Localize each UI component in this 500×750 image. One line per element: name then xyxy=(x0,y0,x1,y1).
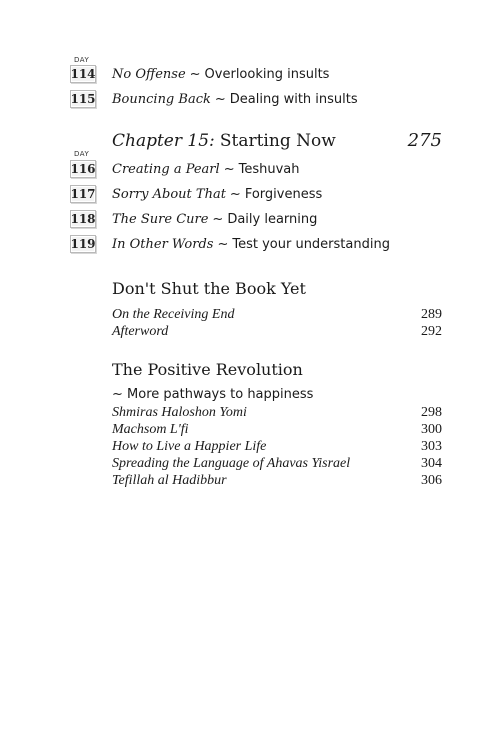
entry-title: Machsom L'fi xyxy=(112,422,189,437)
entry-title: Shmiras Haloshon Yomi xyxy=(112,405,247,420)
toc-day-row[interactable] xyxy=(70,63,329,85)
toc-day-row[interactable] xyxy=(70,183,322,205)
day-title: No Offense xyxy=(112,66,186,82)
day-title: In Other Words xyxy=(112,236,214,252)
day-description: Teshuvah xyxy=(238,161,300,177)
entry-page-number: 304 xyxy=(421,456,442,471)
entry-title: Spreading the Language of Ahavas Yisrael xyxy=(112,456,351,471)
toc-entry[interactable] xyxy=(112,307,442,324)
entry-page-number: 292 xyxy=(421,324,442,339)
day-label: DAY xyxy=(74,150,90,158)
day-separator: ~ xyxy=(214,91,226,107)
section-subtitle: ~ More pathways to happiness xyxy=(112,387,314,402)
day-label: DAY xyxy=(74,56,90,64)
day-title: Creating a Pearl xyxy=(112,161,220,177)
entry-page-number: 306 xyxy=(421,473,442,488)
toc-entry[interactable] xyxy=(112,422,442,439)
toc-day-row[interactable] xyxy=(70,208,317,230)
day-title: The Sure Cure xyxy=(112,211,209,227)
day-number-box: 117 xyxy=(70,187,96,201)
section-heading: Don't Shut the Book Yet xyxy=(112,279,306,298)
entry-page-number: 300 xyxy=(421,422,442,437)
day-separator: ~ xyxy=(189,66,201,82)
chapter-page-number: 275 xyxy=(407,130,442,151)
day-separator: ~ xyxy=(212,211,224,227)
day-separator: ~ xyxy=(217,236,229,252)
day-description: Daily learning xyxy=(227,211,318,227)
toc-entry[interactable] xyxy=(112,456,442,473)
section-heading: The Positive Revolution xyxy=(112,360,303,379)
toc-entry[interactable] xyxy=(112,439,442,456)
day-number-box: 115 xyxy=(70,92,96,106)
day-title: Bouncing Back xyxy=(112,91,211,107)
day-number-box: 119 xyxy=(70,237,96,251)
day-separator: ~ xyxy=(229,186,241,202)
entry-title: Tefillah al Hadibbur xyxy=(112,473,227,488)
day-description: Test your understanding xyxy=(232,236,390,252)
day-title: Sorry About That xyxy=(112,186,226,202)
chapter-name: Starting Now xyxy=(219,131,336,151)
day-number-box: 116 xyxy=(70,162,96,176)
day-number-box: 114 xyxy=(70,67,96,81)
day-description: Forgiveness xyxy=(244,186,323,202)
entry-page-number: 298 xyxy=(421,405,442,420)
day-separator: ~ xyxy=(223,161,235,177)
toc-day-row[interactable] xyxy=(70,158,299,180)
day-description: Overlooking insults xyxy=(204,66,330,82)
day-description: Dealing with insults xyxy=(229,91,358,107)
entry-page-number: 289 xyxy=(421,307,442,322)
chapter-label: Chapter 15: xyxy=(112,131,215,151)
entry-title: Afterword xyxy=(112,324,169,339)
day-number-box: 118 xyxy=(70,212,96,226)
entry-page-number: 303 xyxy=(421,439,442,454)
entry-title: How to Live a Happier Life xyxy=(112,439,267,454)
chapter-heading[interactable] xyxy=(112,130,442,151)
entry-title: On the Receiving End xyxy=(112,307,235,322)
toc-day-row[interactable] xyxy=(70,88,358,110)
toc-entry[interactable] xyxy=(112,324,442,341)
toc-day-row[interactable] xyxy=(70,233,390,255)
toc-entry[interactable] xyxy=(112,405,442,422)
toc-entry[interactable] xyxy=(112,473,442,490)
